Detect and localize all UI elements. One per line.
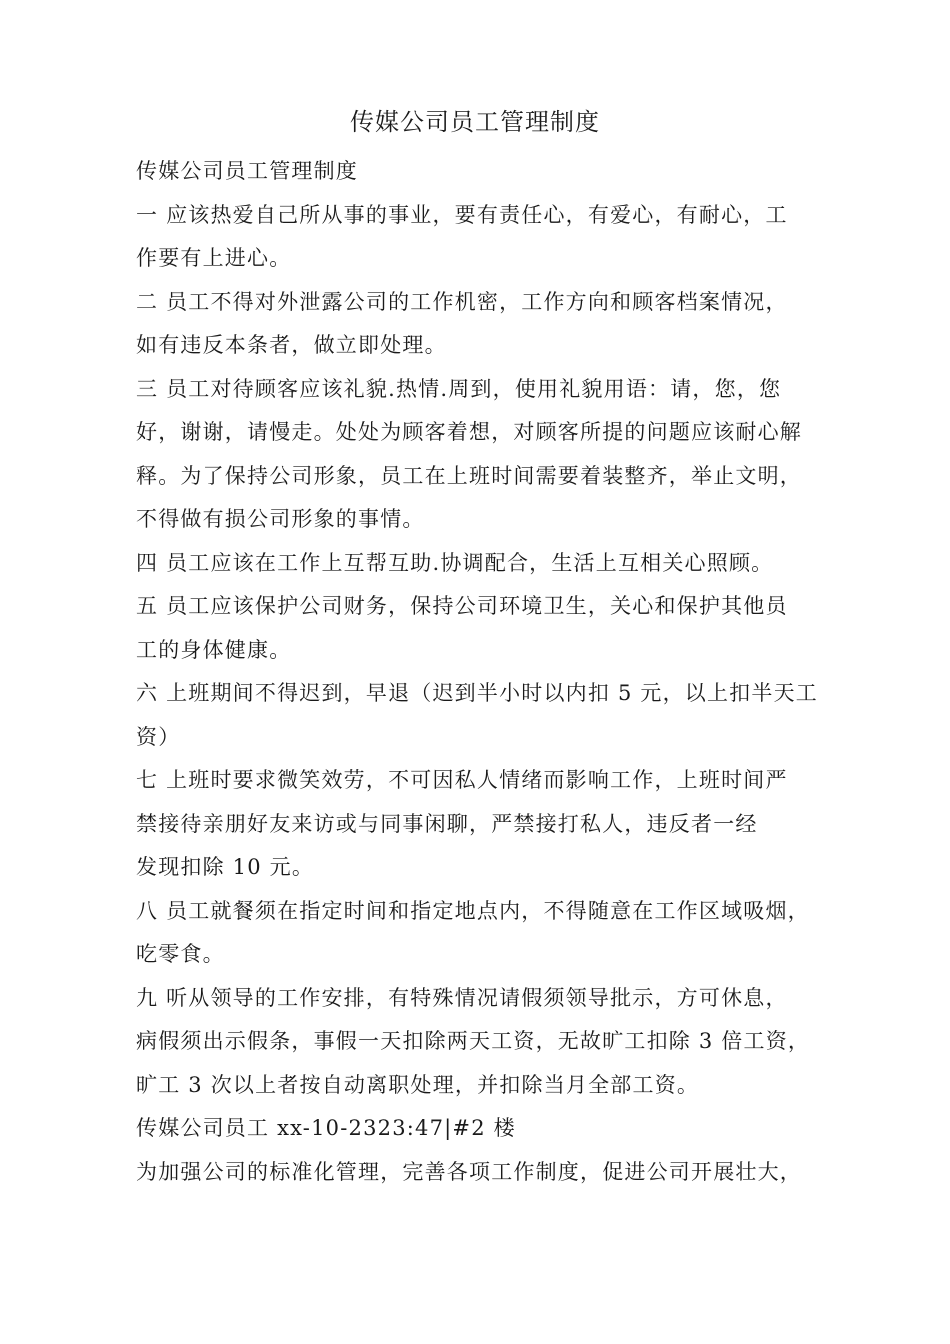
text-line: 作要有上进心。	[136, 246, 292, 270]
text-line: 二 员工不得对外泄露公司的工作机密，工作方向和顾客档案情况，	[136, 289, 788, 314]
text-line: 好，谢谢，请慢走。处处为顾客着想，对顾客所提的问题应该耐心解	[136, 420, 802, 444]
text-line: 不得做有损公司形象的事情。	[136, 507, 425, 531]
text-line: 九 听从领导的工作安排，有特殊情况请假须领导批示，方可休息，	[136, 985, 788, 1010]
text-line: 六 上班期间不得迟到，早退（迟到半小时以内扣 5 元，以上扣半天工	[136, 681, 818, 705]
text-line: 一 应该热爱自己所从事的事业，要有责任心，有爱心，有耐心，工	[136, 202, 788, 227]
text-line: 三 员工对待顾客应该礼貌.热情.周到，使用礼貌用语：请，您，您	[136, 376, 782, 401]
text-line: 五 员工应该保护公司财务，保持公司环境卫生，关心和保护其他员	[136, 594, 788, 618]
text-line: 八 员工就餐须在指定时间和指定地点内，不得随意在工作区域吸烟，	[136, 898, 810, 923]
text-line: 工的身体健康。	[136, 637, 292, 662]
text-line: 如有违反本条者，做立即处理。	[136, 333, 447, 357]
text-line: 禁接待亲朋好友来访或与同事闲聊，严禁接打私人，违反者一经	[136, 811, 758, 836]
text-line: 七 上班时要求微笑效劳，不可因私人情绪而影响工作，上班时间严	[136, 768, 788, 792]
text-line: 发现扣除 10 元。	[136, 855, 315, 879]
text-line: 释。为了保持公司形象，员工在上班时间需要着装整齐，举止文明，	[136, 463, 802, 488]
text-line: 病假须出示假条，事假一天扣除两天工资，无故旷工扣除 3 倍工资，	[136, 1029, 811, 1053]
text-line: 旷工 3 次以上者按自动离职处理，并扣除当月全部工资。	[136, 1072, 700, 1097]
text-line: 传媒公司员工管理制度	[136, 159, 358, 183]
text-line: 四 员工应该在工作上互帮互助.协调配合，生活上互相关心照顾。	[136, 550, 774, 575]
document-body	[136, 150, 816, 1194]
text-line: 传媒公司员工 xx-10-2323:47|#2 楼	[136, 1116, 516, 1140]
text-line: 吃零食。	[136, 942, 225, 966]
document-title: 传媒公司员工管理制度	[350, 108, 600, 136]
text-line: 资）	[136, 724, 181, 749]
text-line: 为加强公司的标准化管理，完善各项工作制度，促进公司开展壮大，	[136, 1159, 802, 1184]
